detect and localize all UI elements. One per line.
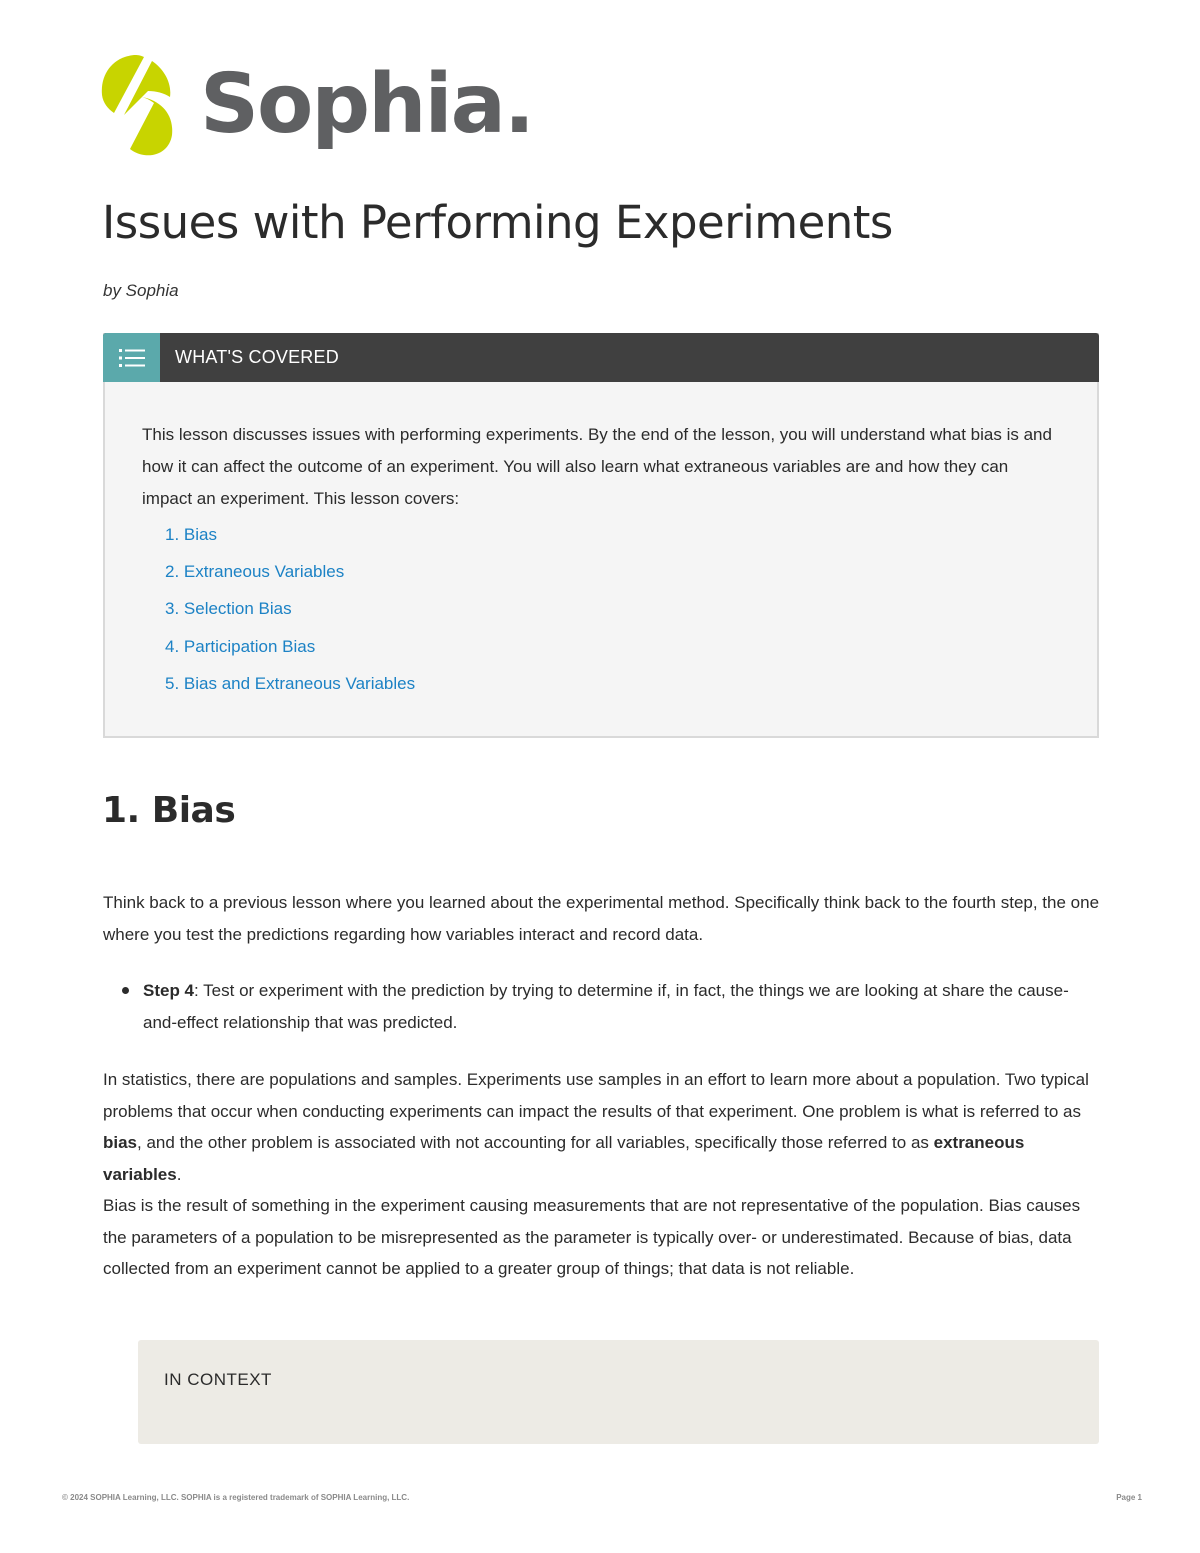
footer-copyright: © 2024 SOPHIA Learning, LLC. SOPHIA is a registered trademark of SOPHIA Learning, LLC. [62,1493,410,1502]
toc-link-extraneous-variables[interactable]: 2. Extraneous Variables [165,562,345,581]
list-icon [103,333,160,382]
step-4-text: : Test or experiment with the prediction by trying to determine if, in fact, the things we are looking at share the cause-and-effect relationship that was predicted. [143,981,1069,1032]
byline: by Sophia [103,281,179,300]
section-heading: 1. Bias [102,790,236,831]
in-context-label: IN CONTEXT [164,1370,272,1389]
populations-paragraph: In statistics, there are populations and samples. Experiments use samples in an effort to learn more about a population. Two typical problems that occur when conducting experiments can impact the results of that experiment. One problem is what is referred to as bias, and the other problem is associated with not accounting for all variables, specifically those referred to as extraneous variables. [103,1070,1089,1184]
step-4-label: Step 4 [143,981,195,1000]
bias-definition-paragraph: Bias is the result of something in the experiment causing measurements that are not representative of the population. Bias causes the parameters of a population to be misrepresented as the parameter is typically over- or underestimated. Because of bias, data collected from an experiment cannot be applied to a greater group of things; that data is not reliable. [103,1196,1081,1278]
toc-link-bias[interactable]: 1. Bias [165,525,217,544]
whats-covered-text: This lesson discusses issues with performing experiments. By the end of the lesson, you will understand what bias is and how it can affect the outcome of an experiment. You will also learn what extraneous variables are and how they can impact an experiment. This lesson covers: [142,425,1052,508]
sophia-logo [100,52,533,158]
sophia-logo-mark-icon [100,53,176,157]
logo-wordmark: Sophia. [200,57,534,152]
term-bias: bias [103,1133,138,1152]
term-extraneous-variables: extraneous variables [103,1133,1025,1184]
toc-link-selection-bias[interactable]: 3. Selection Bias [165,599,292,618]
in-context-box [138,1340,1099,1444]
whats-covered-header [103,333,1099,382]
whats-covered-title: WHAT'S COVERED [175,347,339,367]
toc-link-bias-and-extraneous-variables[interactable]: 5. Bias and Extraneous Variables [165,674,416,693]
page-title: Issues with Performing Experiments [102,196,893,249]
intro-paragraph: Think back to a previous lesson where you learned about the experimental method. Specifically think back to the fourth step, the one where you test the predictions regarding how variables interact and record data. [103,893,1100,944]
toc-link-participation-bias[interactable]: 4. Participation Bias [165,637,316,656]
step-4-bullet [143,975,1093,1039]
footer-page-number: Page 1 [1116,1493,1142,1502]
bullet-icon [122,987,129,994]
